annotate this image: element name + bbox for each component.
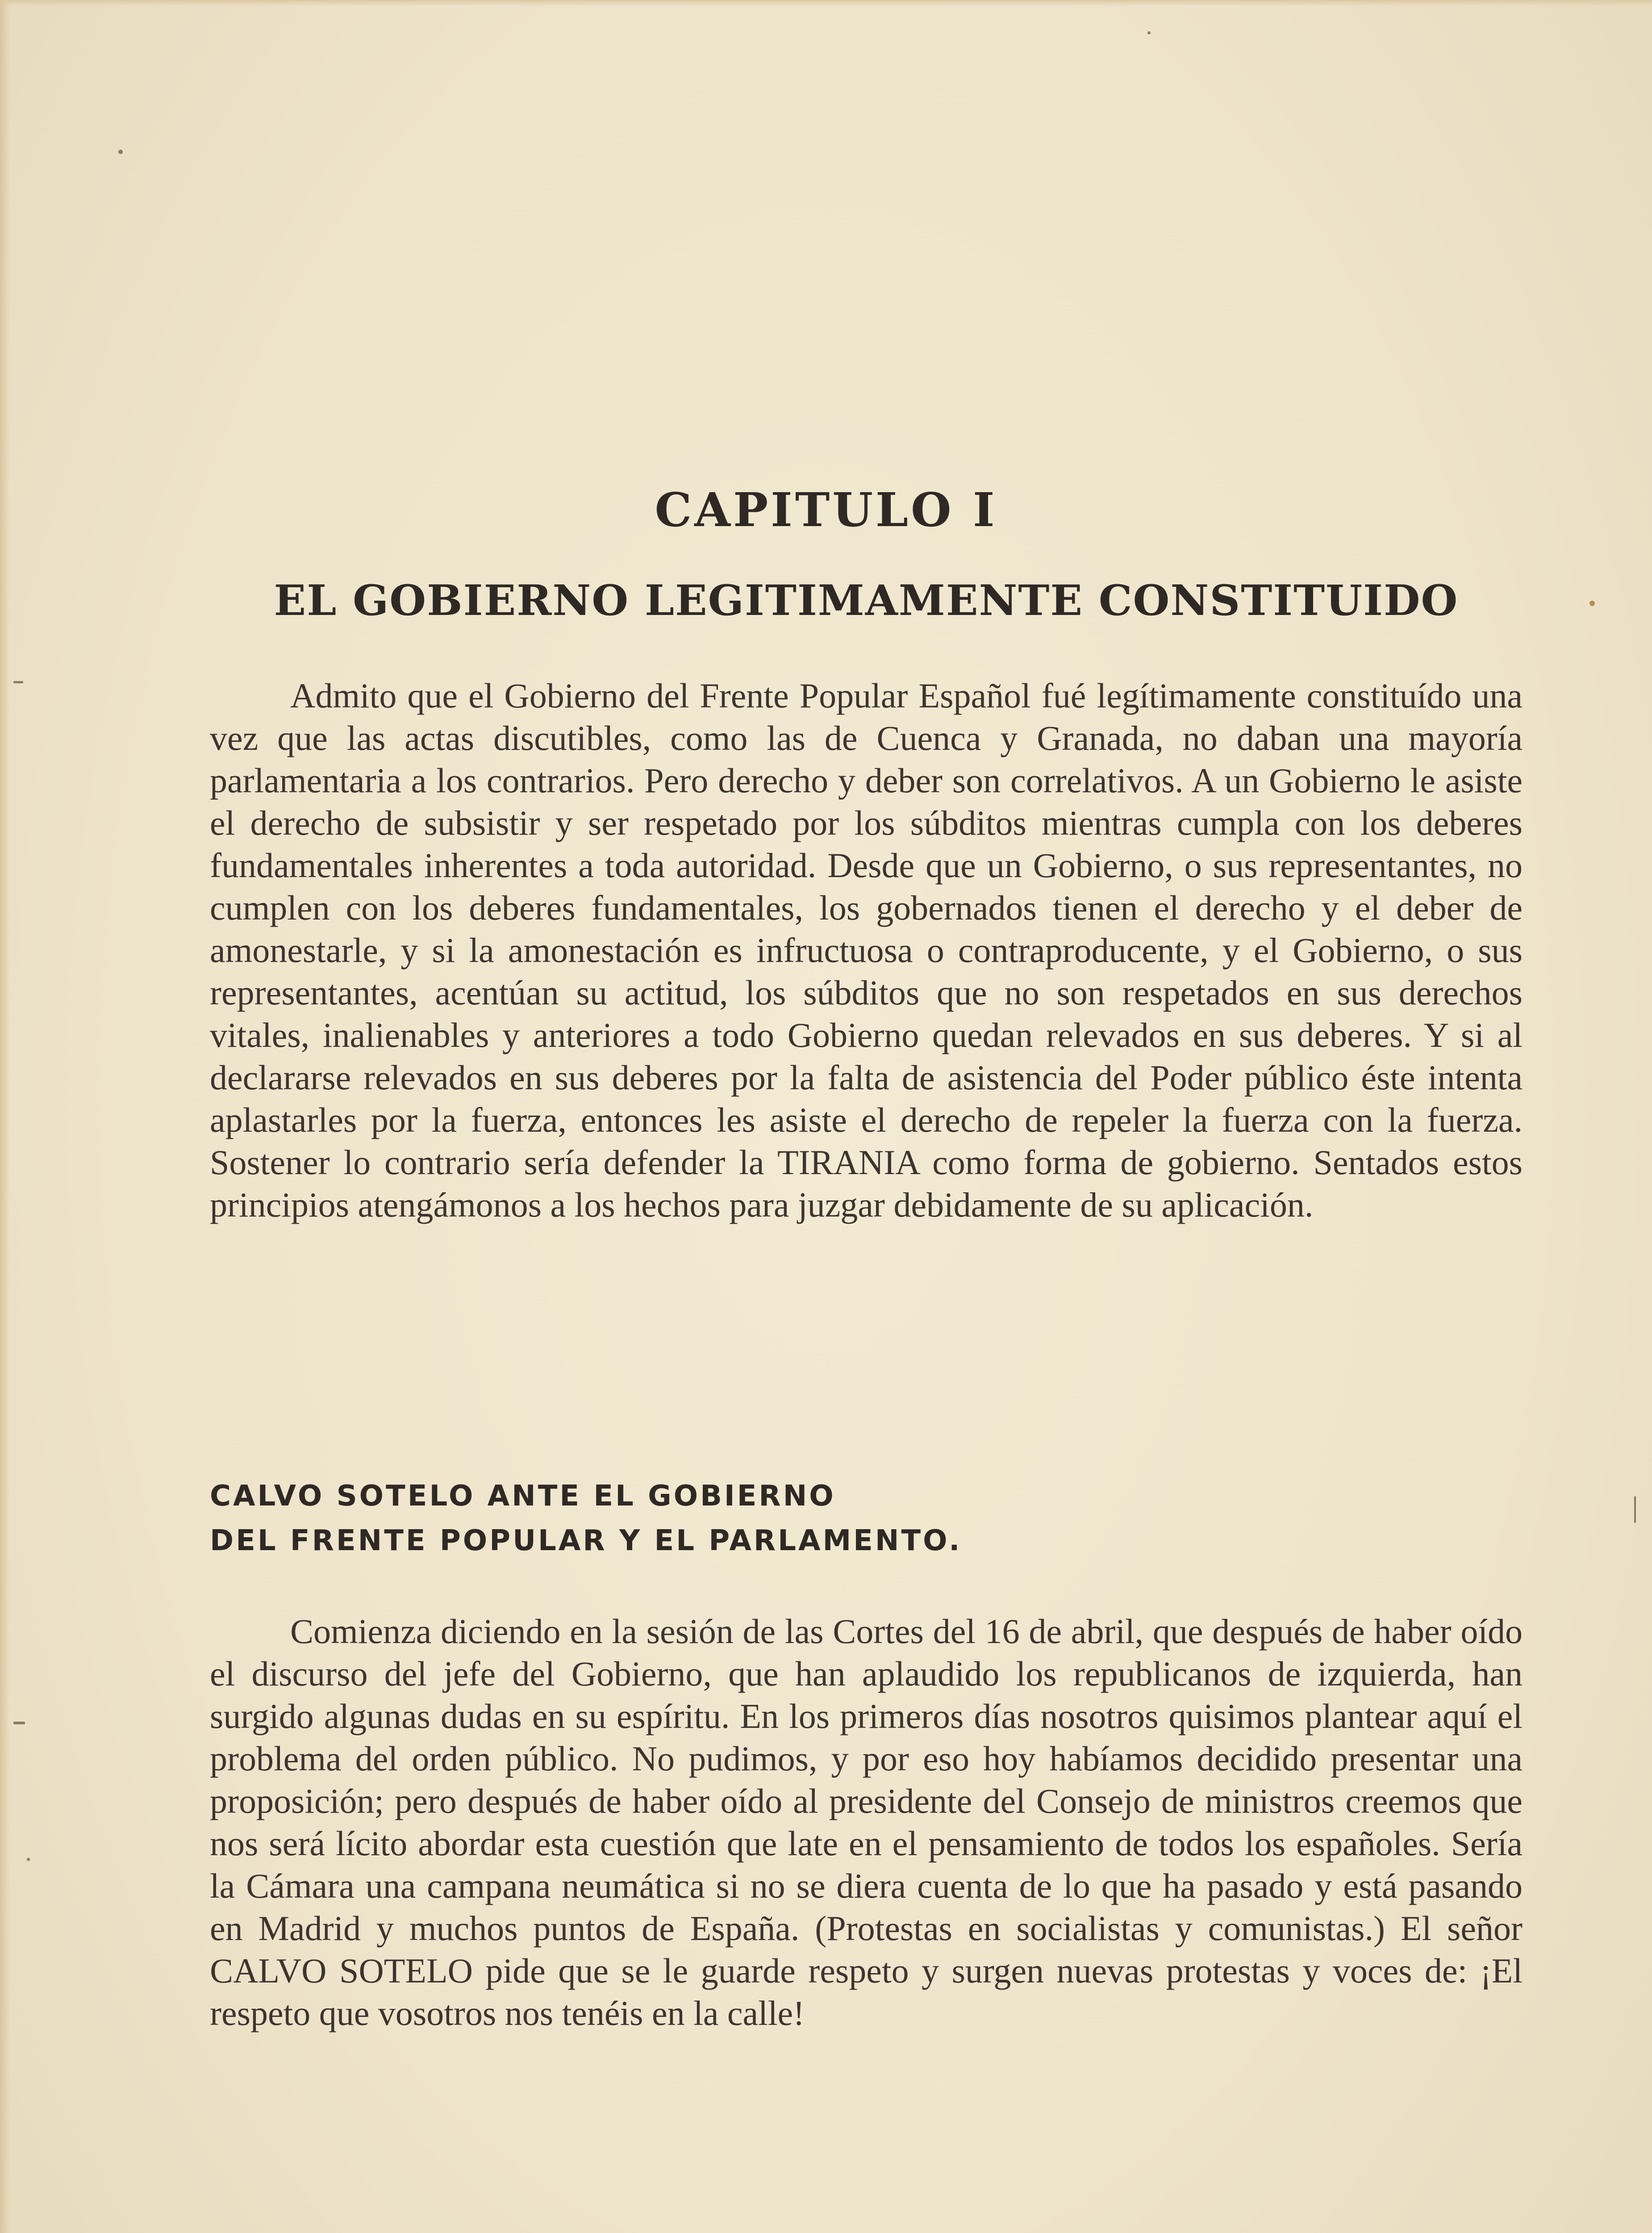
page-top-edge [0,0,1652,6]
paper-speck [1147,31,1151,34]
chapter-title: CAPITULO I [655,482,997,537]
chapter-subtitle: EL GOBIERNO LEGITIMAMENTE CONSTITUIDO [274,576,1459,625]
page-left-edge [0,0,10,2233]
paper-speck [118,150,123,154]
section-heading-line: CALVO SOTELO ANTE EL GOBIERNO [210,1480,836,1513]
paper-speck [13,1722,25,1724]
paper-speck [27,1858,30,1861]
paper-speck [1634,1496,1636,1523]
section-heading [210,1474,1371,1563]
paper-speck [1589,601,1595,606]
section-heading-line: DEL FRENTE POPULAR Y EL PARLAMENTO. [210,1524,962,1557]
body-paragraph: Admito que el Gobierno del Frente Popular Español fué legítimamente constituído una vez que las actas discutibles, como las de Cuenca y Granada, no daban una mayoría parlamentaria a los contrarios. Pero derecho y deber son correlativos. A un Gobierno le asiste el derecho de subsistir y ser respetado por los súbditos mientras cumpla con los deberes fundamentales inherentes a toda autoridad. Desde que un Gobierno, o sus representantes, no cumplen con los deberes fundamentales, los gobernados tienen el derecho y el deber de amonestarle, y si la amonestación es infructuosa o contraproducente, y el Gobierno, o sus representantes, acentúan su actitud, los súbditos que no son respetados en sus derechos vitales, inalienables y anteriores a todo Gobierno quedan relevados en sus deberes. Y si al declararse relevados en sus deberes por la falta de asistencia del Poder público éste intenta aplastarles por la fuerza, entonces les asiste el derecho de repeler la fuerza con la fuerza. Sostener lo contrario sería defender la TIRANIA como forma de gobierno. Sentados estos principios atengámonos a los hechos para juzgar debidamente de su aplicación. [210,676,1523,1224]
paper-speck [13,681,23,683]
section-paragraph: Comienza diciendo en la sesión de las Cortes del 16 de abril, que después de haber oído el discurso del jefe del Gobierno, que han aplaudido los republicanos de izquierda, han surgido algunas dudas en su espíritu. En los primeros días nosotros quisimos plantear aquí el problema del orden público. No pudimos, y por eso hoy habíamos decidido presentar una proposición; pero después de haber oído al presidente del Consejo de ministros creemos que nos será lícito abordar esta cuestión que late en el pensamiento de todos los españoles. Sería la Cámara una campana neumática si no se diera cuenta de lo que ha pasado y está pasando en Madrid y muchos puntos de España. (Protestas en socialistas y comunistas.) El señor CALVO SOTELO pide que se le guarde respeto y surgen nuevas protestas y voces de: ¡El respeto que vosotros nos tenéis en la calle! [210,1612,1523,2032]
